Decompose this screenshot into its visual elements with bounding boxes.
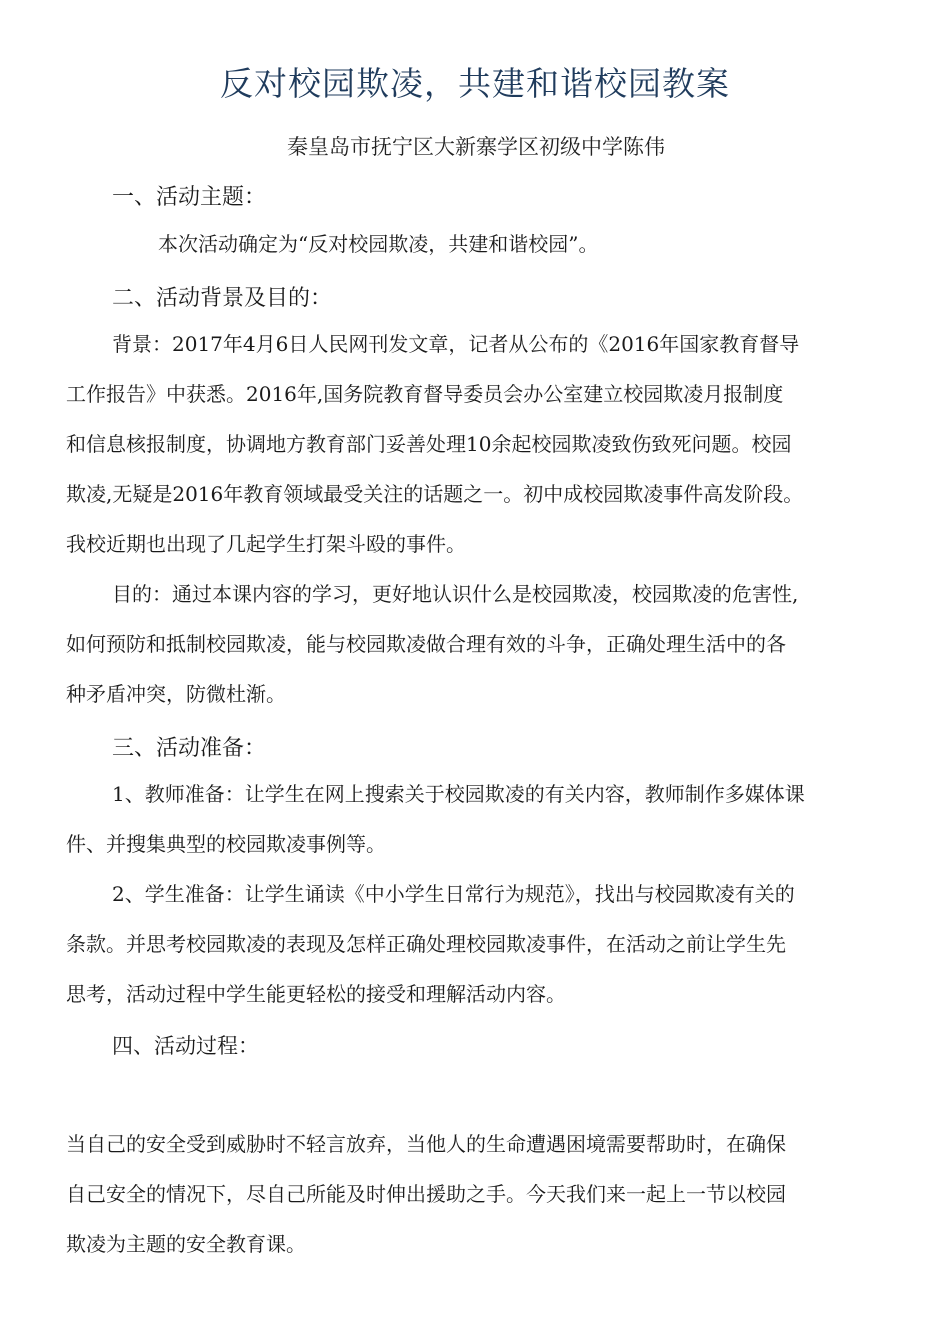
background-line-4-part-c: 校园欺凌事件高发阶段。 <box>583 482 804 506</box>
section-3-heading: 三、活动准备： <box>112 736 267 761</box>
purpose-line-3: 种矛盾冲突，防微杜渐。 <box>66 682 286 706</box>
process-line-2: 自己安全的情况下，尽自己所能及时伸出援助之手。今天我们来一起上一节以校园 <box>66 1182 786 1206</box>
section-1-text: 本次活动确定为“反对校园欺凌，共建和谐校园”。 <box>158 232 599 256</box>
background-line-4-part-a: 欺凌,无疑是2016年教育领域最受关注的话 <box>66 482 444 506</box>
background-line-2: 工作报告》中获悉。2016年,国务院教育督导委员会办公室建立校园欺凌月报制度 <box>66 382 784 406</box>
background-line-1: 背景：2017年4月6日人民网刊发文章，记者从公布的《2016年国家教育督导 <box>112 332 800 356</box>
student-prep-line-2: 条款。并思考校园欺凌的表现及怎样正确处理校园欺凌事件，在活动之前让学生先 <box>66 932 786 956</box>
document-author: 秦皇岛市抚宁区大新寨学区初级中学陈伟 <box>287 135 665 159</box>
student-prep-line-3: 思考，活动过程中学生能更轻松的接受和理解活动内容。 <box>66 982 566 1006</box>
process-line-3: 欺凌为主题的安全教育课。 <box>66 1232 306 1256</box>
section-2-heading: 二、活动背景及目的： <box>112 286 333 311</box>
document-title: 反对校园欺凌，共建和谐校园教案 <box>220 64 730 103</box>
background-line-4-part-b: 题之一。初中成 <box>443 482 584 506</box>
purpose-line-2: 如何预防和抵制校园欺凌，能与校园欺凌做合理有效的斗争，正确处理生活中的各 <box>66 632 786 656</box>
section-4-heading: 四、活动过程： <box>112 1034 259 1058</box>
purpose-line-1: 目的：通过本课内容的学习，更好地认识什么是校园欺凌，校园欺凌的危害性, <box>112 582 799 606</box>
section-1-heading: 一、活动主题： <box>112 185 267 210</box>
background-line-4 <box>66 480 803 508</box>
teacher-prep-line-1: 1、教师准备：让学生在网上搜索关于校园欺凌的有关内容，教师制作多媒体课 <box>112 782 805 806</box>
background-line-3: 和信息核报制度，协调地方教育部门妥善处理10余起校园欺凌致伤致死问题。校园 <box>66 432 792 456</box>
teacher-prep-line-2: 件、并搜集典型的校园欺凌事例等。 <box>66 832 386 856</box>
process-line-1: 当自己的安全受到威胁时不轻言放弃，当他人的生命遭遇困境需要帮助时，在确保 <box>66 1132 786 1156</box>
student-prep-line-1: 2、学生准备：让学生诵读《中小学生日常行为规范》，找出与校园欺凌有关的 <box>112 882 795 906</box>
background-line-5: 我校近期也出现了几起学生打架斗殴的事件。 <box>66 532 466 556</box>
